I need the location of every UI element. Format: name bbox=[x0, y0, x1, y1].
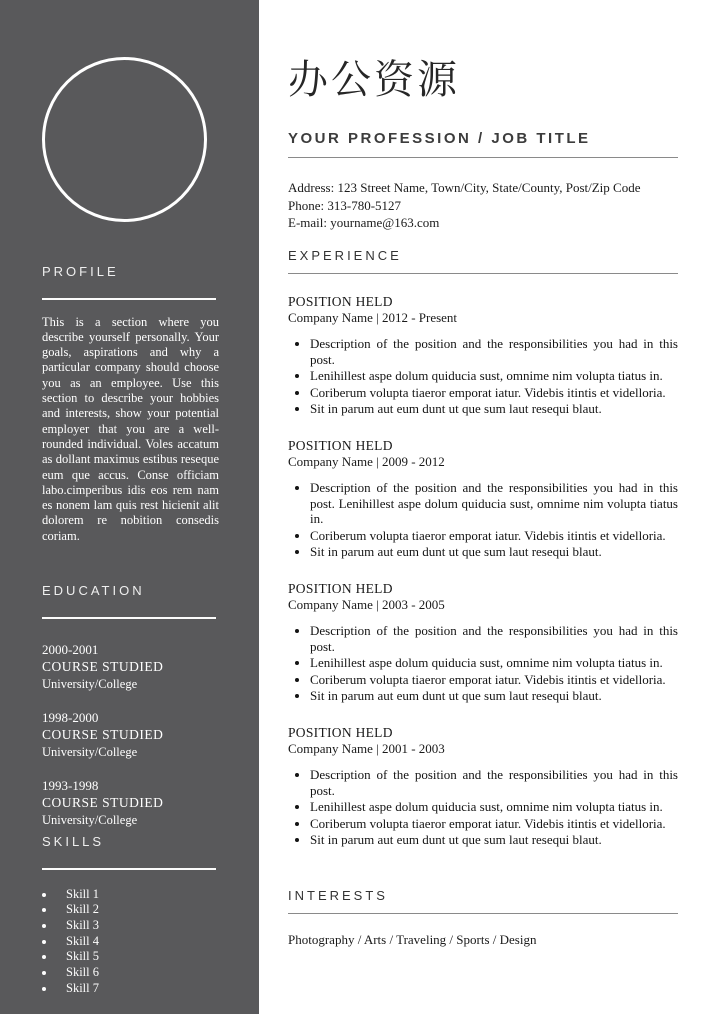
job-position: POSITION HELD bbox=[288, 437, 393, 453]
contact-section bbox=[288, 179, 678, 232]
education-heading: EDUCATION bbox=[42, 583, 145, 599]
contact-phone: Phone: 313-780-5127 bbox=[288, 197, 402, 213]
skills-divider bbox=[42, 868, 216, 870]
skills-section bbox=[42, 817, 219, 996]
interests-text: Photography / Arts / Traveling / Sports / Design bbox=[288, 932, 537, 947]
profile-text: This is a section where you describe yourself personally. Your goals, aspirations and why a particular company should choose you as an employee. Use this section to describe your hobbies and interests, show your potential employer that you are a well-rounded individual. Voles accatum as dollant maximus estibus reseque eum que accus. Conse officiam labo.cimperibus idis eos rem nam es nonem lam quis rest hicienit alit dolorem re nobition consedis coriam. bbox=[42, 314, 219, 543]
experience-list bbox=[288, 294, 678, 848]
job-bullet: • Sit in parum aut eum dunt ut que sum laut resequi blaut. bbox=[310, 688, 678, 704]
job-bullet: • Description of the position and the responsibilities you had in this post. bbox=[310, 767, 678, 798]
job-company-dates: Company Name | 2003 - 2005 bbox=[288, 596, 445, 612]
skills-heading: SKILLS bbox=[42, 834, 105, 850]
job-position: POSITION HELD bbox=[288, 724, 393, 740]
job-bullet: • Description of the position and the responsibilities you had in this post. bbox=[310, 336, 678, 367]
skill-item: • Skill 1 bbox=[56, 887, 219, 903]
interests-section bbox=[288, 888, 678, 948]
education-section bbox=[42, 566, 219, 845]
education-years: 1998-2000 bbox=[42, 709, 99, 725]
education-school: University/College bbox=[42, 744, 138, 759]
job-bullet: • Lenihillest aspe dolum quiducia sust, omnime nim volupta tiatus in. bbox=[310, 799, 678, 815]
photo-placeholder-circle bbox=[42, 57, 207, 222]
job-bullet: • Coriberum volupta tiaeror emporat iatur. Videbis itintis et videlloria. bbox=[310, 385, 678, 401]
job-bullet: • Description of the position and the responsibilities you had in this post. bbox=[310, 623, 678, 654]
job-entry bbox=[288, 725, 678, 848]
contact-email: E-mail: yourname@163.com bbox=[288, 215, 440, 231]
job-bullet: • Sit in parum aut eum dunt ut que sum laut resequi blaut. bbox=[310, 544, 678, 560]
job-bullets bbox=[288, 767, 678, 848]
job-bullet: • Coriberum volupta tiaeror emporat iatur. Videbis itintis et videlloria. bbox=[310, 672, 678, 688]
education-school: University/College bbox=[42, 812, 138, 827]
sidebar bbox=[0, 0, 259, 1014]
experience-heading: EXPERIENCE bbox=[288, 248, 402, 263]
job-bullet: • Lenihillest aspe dolum quiducia sust, omnime nim volupta tiatus in. bbox=[310, 368, 678, 384]
skill-item: • Skill 7 bbox=[56, 981, 219, 997]
education-divider bbox=[42, 617, 216, 619]
skill-item: • Skill 6 bbox=[56, 965, 219, 981]
skill-item: • Skill 5 bbox=[56, 949, 219, 965]
job-title-divider bbox=[288, 157, 678, 158]
job-title-section bbox=[288, 130, 678, 158]
job-bullet: • Description of the position and the responsibilities you had in this post. Lenihillest aspe dolum quiducia sust, omnime nim volupta tiatus in. bbox=[310, 480, 678, 527]
education-years: 2000-2001 bbox=[42, 641, 99, 657]
education-years: 1993-1998 bbox=[42, 777, 99, 793]
experience-divider bbox=[288, 273, 678, 274]
experience-section bbox=[288, 248, 678, 869]
interests-divider bbox=[288, 913, 678, 914]
job-bullet: • Lenihillest aspe dolum quiducia sust, omnime nim volupta tiatus in. bbox=[310, 655, 678, 671]
job-bullets bbox=[288, 623, 678, 704]
job-bullets bbox=[288, 480, 678, 560]
skills-list bbox=[42, 887, 219, 997]
profile-divider bbox=[42, 298, 216, 300]
profile-heading: PROFILE bbox=[42, 264, 119, 280]
job-title-heading: YOUR PROFESSION / JOB TITLE bbox=[288, 130, 591, 147]
education-entry bbox=[42, 641, 219, 693]
job-entry bbox=[288, 438, 678, 560]
job-bullet: • Sit in parum aut eum dunt ut que sum laut resequi blaut. bbox=[310, 832, 678, 848]
education-course: COURSE STUDIED bbox=[42, 726, 164, 742]
job-company-dates: Company Name | 2012 - Present bbox=[288, 310, 458, 325]
job-entry bbox=[288, 294, 678, 417]
job-position: POSITION HELD bbox=[288, 580, 393, 596]
skill-item: • Skill 3 bbox=[56, 918, 219, 934]
job-bullets bbox=[288, 336, 678, 417]
job-company-dates: Company Name | 2009 - 2012 bbox=[288, 453, 445, 469]
education-school: University/College bbox=[42, 676, 138, 691]
contact-address: Address: 123 Street Name, Town/City, State/County, Post/Zip Code bbox=[288, 180, 641, 195]
job-company-dates: Company Name | 2001 - 2003 bbox=[288, 740, 445, 756]
job-bullet: • Coriberum volupta tiaeror emporat iatur. Videbis itintis et videlloria. bbox=[310, 528, 678, 544]
education-entry bbox=[42, 709, 219, 761]
job-position: POSITION HELD bbox=[288, 294, 393, 309]
education-course: COURSE STUDIED bbox=[42, 658, 164, 674]
job-bullet: • Sit in parum aut eum dunt ut que sum laut resequi blaut. bbox=[310, 401, 678, 417]
skill-item: • Skill 4 bbox=[56, 934, 219, 950]
profile-section bbox=[42, 247, 219, 557]
job-entry bbox=[288, 581, 678, 704]
job-bullet: • Coriberum volupta tiaeror emporat iatur. Videbis itintis et videlloria. bbox=[310, 816, 678, 832]
education-list bbox=[42, 641, 219, 829]
education-course: COURSE STUDIED bbox=[42, 794, 164, 810]
interests-heading: INTERESTS bbox=[288, 888, 388, 903]
skill-item: • Skill 2 bbox=[56, 902, 219, 918]
name-title: 办公资源 bbox=[288, 57, 460, 102]
